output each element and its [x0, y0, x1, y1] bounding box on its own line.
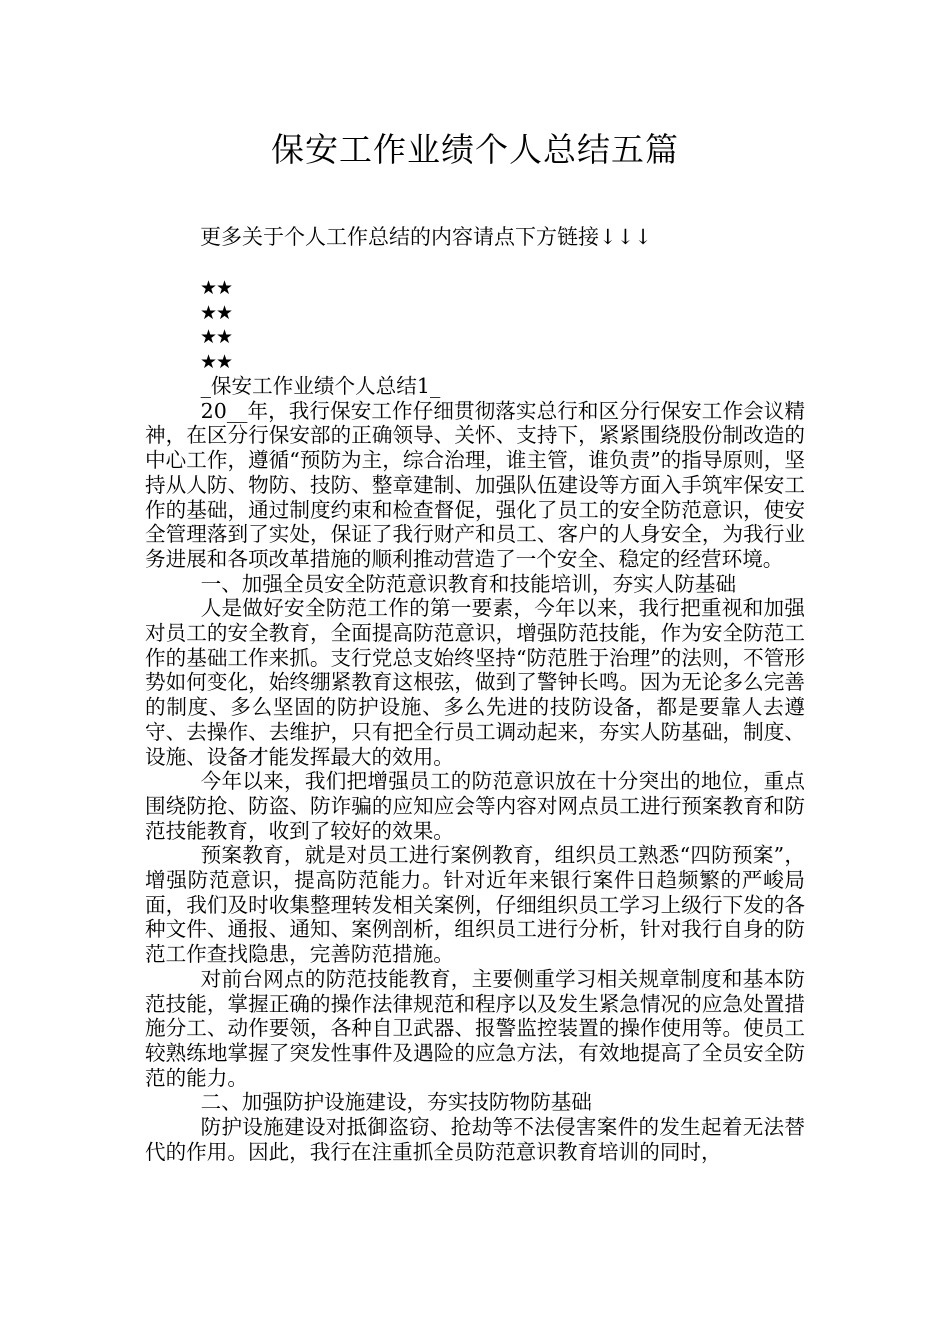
body-paragraph: 今年以来，我们把增强员工的防范意识放在十分突出的地位，重点围绕防抢、防盗、防诈骗的应知应会等内容对网点员工进行预案教育和防范技能教育，收到了较好的效果。	[145, 769, 805, 843]
more-content-link-note[interactable]: 更多关于个人工作总结的内容请点下方链接↓↓↓	[200, 225, 652, 249]
section-heading: 一、加强全员安全防范意识教育和技能培训，夯实人防基础	[200, 571, 737, 596]
document-body	[145, 374, 805, 1165]
star-row: ★★	[200, 326, 233, 348]
document-title: 保安工作业绩个人总结五篇	[271, 130, 679, 169]
body-paragraph: 20__年，我行保安工作仔细贯彻落实总行和区分行保安工作会议精神，在区分行保安部的正确领导、关怀、支持下，紧紧围绕股份制改造的中心工作，遵循“预防为主，综合治理，谁主管，谁负责”的指导原则，坚持从人防、物防、技防、整章建制、加强队伍建设等方面入手筑牢保安工作的基础，通过制度约束和检查督促，强化了员工的安全防范意识，使安全管理落到了实处，保证了我行财产和员工、客户的人身安全，为我行业务进展和各项改革措施的顺利推动营造了一个安全、稳定的经营环境。	[145, 398, 805, 571]
star-row: ★★	[200, 301, 233, 324]
body-paragraph: 人是做好安全防范工作的第一要素，今年以来，我行把重视和加强对员工的安全教育，全面提高防范意识，增强防范技能，作为安全防范工作的基础工作来抓。支行党总支始终坚持“防范胜于治理”的法则，不管形势如何变化，始终绷紧教育这根弦，做到了警钟长鸣。因为无论多么完善的制度、多么坚固的防护设施、多么先进的技防设备，都是要靠人去遵守、去操作、去维护，只有把全行员工调动起来，夯实人防基础，制度、设施、设备才能发挥最大的效用。	[145, 596, 805, 769]
star-row: ★★	[200, 277, 233, 299]
body-paragraph: 防护设施建设对抵御盗窃、抢劫等不法侵害案件的发生起着无法替代的作用。因此，我行在注重抓全员防范意识教育培训的同时，	[145, 1115, 805, 1164]
section-heading: 二、加强防护设施建设，夯实技防物防基础	[200, 1090, 592, 1115]
body-paragraph: 对前台网点的防范技能教育，主要侧重学习相关规章制度和基本防范技能，掌握正确的操作法律规范和程序以及发生紧急情况的应急处置措施分工、动作要领，各种自卫武器、报警监控装置的操作使用等。使员工较熟练地掌握了突发性事件及遇险的应急方法，有效地提高了全员安全防范的能力。	[145, 966, 805, 1090]
star-row: ★★	[200, 350, 233, 373]
section-subtitle: _保安工作业绩个人总结1_	[200, 374, 441, 398]
body-paragraph: 预案教育，就是对员工进行案例教育，组织员工熟悉“四防预案”，增强防范意识，提高防范能力。针对近年来银行案件日趋频繁的严峻局面，我们及时收集整理转发相关案例，仔细组织员工学习上级行下发的各种文件、通报、通知、案例剖析，组织员工进行分析，针对我行自身的防范工作查找隐患，完善防范措施。	[145, 843, 805, 967]
star-decoration	[200, 276, 232, 374]
